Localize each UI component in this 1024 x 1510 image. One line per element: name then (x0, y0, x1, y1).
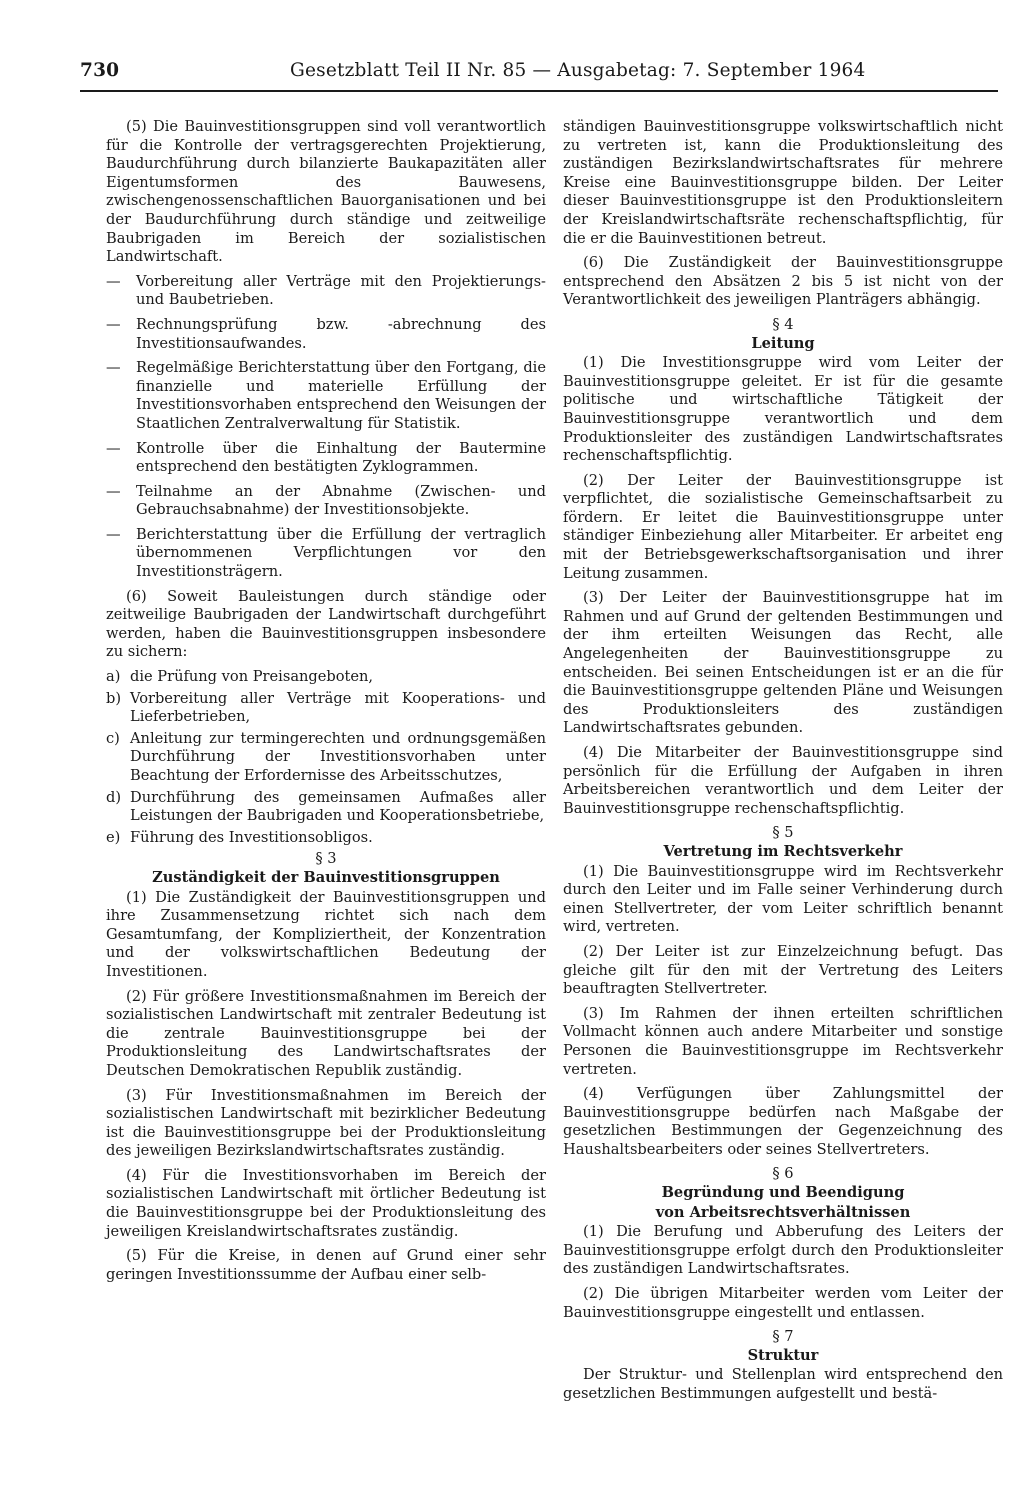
section-heading: Zuständigkeit der Bauinvestitionsgruppen (152, 868, 500, 886)
section-number: § 3 (315, 850, 337, 868)
section-number: § 6 (772, 1165, 794, 1183)
list-item: d) Durchführung des gemeinsamen Aufmaßes aller Leistungen der Baubrigaden und Kooperationsbetriebe, (106, 788, 546, 825)
gazette-title: Gesetzblatt Teil II Nr. 85 — Ausgabetag: 7. September 1964 (290, 60, 866, 81)
paragraph: (1) Die Bauinvestitionsgruppe wird im Rechtsverkehr durch den Leiter und im Falle seiner Verhinderung durch einen Stellvertreter, der vom Leiter schriftlich benannt wird, vertreten. (563, 862, 1003, 936)
section-heading: Leitung (751, 334, 815, 352)
paragraph: (1) Die Investitionsgruppe wird vom Leiter der Bauinvestitionsgruppe geleitet. Er ist für die gesamte politische und wirtschaftliche Tätigkeit der Bauinvestitionsgruppe verantwortlich und dem Produktionsleiter des zuständigen Landwirtschaftsrates rechenschaftspflichtig. (563, 354, 1003, 465)
right-column (563, 118, 1003, 1410)
paragraph: (2) Der Leiter ist zur Einzelzeichnung befugt. Das gleiche gilt für den mit der Vertretung des Leiters beauftragten Stellvertreter. (563, 942, 1003, 998)
paragraph: (3) Für Investitionsmaßnahmen im Bereich der sozialistischen Landwirtschaft mit bezirklicher Bedeutung ist die Bauinvestitionsgruppe bei der Produktionsleitung des jeweiligen Bezirkslandwirtschaftsrates zuständig. (106, 1086, 546, 1160)
paragraph: (4) Die Mitarbeiter der Bauinvestitionsgruppe sind persönlich für die Erfüllung der Aufgaben in ihren Arbeitsbereichen verantwortlich und dem Leiter der Bauinvestitionsgruppe rechenschaftspflichtig. (563, 744, 1003, 817)
dash-item: — Vorbereitung aller Verträge mit den Projektierungs- und Baubetrieben. (106, 272, 546, 309)
section-heading: Struktur (747, 1346, 819, 1364)
paragraph: (5) Für die Kreise, in denen auf Grund einer sehr geringen Investitionssumme der Aufbau einer selb- (106, 1247, 546, 1283)
section-heading-line-2: von Arbeitsrechtsverhältnissen (655, 1203, 911, 1221)
dash-item: — Teilnahme an der Abnahme (Zwischen- und Gebrauchsabnahme) der Investitionsobjekte. (106, 482, 546, 519)
paragraph: (1) Die Zuständigkeit der Bauinvestitionsgruppen und ihre Zusammensetzung richtet sich nach dem Gesamtumfang, der Kompliziertheit, der Konzentration und der volkswirtschaftlichen Bedeutung der Investitionen. (106, 888, 546, 980)
dash-item: — Regelmäßige Berichterstattung über den Fortgang, die finanzielle und materielle Erfüllung der Investitionsvorhaben entsprechend den Weisungen der Staatlichen Zentralverwaltung für Statistik. (106, 359, 546, 432)
paragraph: (2) Die übrigen Mitarbeiter werden vom Leiter der Bauinvestitionsgruppe eingestellt und entlassen. (563, 1285, 1003, 1321)
dash-item: — Berichterstattung über die Erfüllung der vertraglich übernommenen Verpflichtungen vor den Investitionsträgern. (106, 525, 546, 581)
dash-item: — Kontrolle über die Einhaltung der Bautermine entsprechend den bestätigten Zyklogrammen. (106, 439, 546, 476)
paragraph: Der Struktur- und Stellenplan wird entsprechend den gesetzlichen Bestimmungen aufgestellt und bestä- (563, 1366, 1003, 1402)
paragraph: (6) Die Zuständigkeit der Bauinvestitionsgruppe entsprechend den Absätzen 2 bis 5 ist nicht von der Verantwortlichkeit des jeweiligen Planträgers abhängig. (563, 254, 1003, 309)
paragraph: (3) Im Rahmen der ihnen erteilten schriftlichen Vollmacht können auch andere Mitarbeiter und sonstige Personen die Bauinvestitionsgruppe im Rechtsverkehr vertreten. (563, 1004, 1003, 1078)
paragraph: (2) Für größere Investitionsmaßnahmen im Bereich der sozialistischen Landwirtschaft mit zentraler Bedeutung ist die zentrale Bauinvestitionsgruppe bei der Produktionsleitung des Landwirtschaftsrates der Deutschen Demokratischen Republik zuständig. (106, 987, 546, 1079)
page-number: 730 (80, 60, 120, 81)
section-number: § 7 (772, 1328, 794, 1346)
page-header (80, 58, 998, 92)
section-number: § 4 (772, 315, 794, 333)
list-item: c) Anleitung zur termingerechten und ordnungsgemäßen Durchführung der Investitionsvorhaben unter Beachtung der Erfordernisse des Arbeitsschutzes, (106, 729, 546, 784)
left-column (106, 118, 546, 1290)
paragraph: (4) Verfügungen über Zahlungsmittel der Bauinvestitionsgruppe bedürfen nach Maßgabe der gesetzlichen Bestimmungen der Gegenzeichnung des Haushaltsbearbeiters oder seines Stellvertreters. (563, 1085, 1003, 1158)
paragraph: (3) Der Leiter der Bauinvestitionsgruppe hat im Rahmen und auf Grund der geltenden Bestimmungen und der ihm erteilten Weisungen das Recht, alle Angelegenheiten der Bauinvestitionsgruppe zu entscheiden. Bei seinen Entscheidungen ist er an die für die Bauinvestitionsgruppe geltenden Pläne und Weisungen des Produktionsleiters des zuständigen Landwirtschaftsrates gebunden. (563, 589, 1003, 737)
list-item: a) die Prüfung von Preisangeboten, (106, 668, 374, 686)
paragraph: (6) Soweit Bauleistungen durch ständige oder zeitweilige Baubrigaden der Landwirtschaft durchgeführt werden, haben die Bauinvestitionsgruppen insbesondere zu sichern: (106, 587, 546, 661)
list-item: b) Vorbereitung aller Verträge mit Kooperations- und Lieferbetrieben, (106, 689, 546, 726)
paragraph: (1) Die Berufung und Abberufung des Leiters der Bauinvestitionsgruppe erfolgt durch den Produktionsleiter des zuständigen Landwirtschaftsrates. (563, 1223, 1003, 1278)
paragraph: (2) Der Leiter der Bauinvestitionsgruppe ist verpflichtet, die sozialistische Gemeinschaftsarbeit zu fördern. Er leitet die Bauinvestitionsgruppe unter ständiger Einbeziehung aller Mitarbeiter. Er arbeitet eng mit der Betriebsgewerkschaftsorganisation und ihrer Leitung zusammen. (563, 471, 1003, 582)
section-heading: Vertretung im Rechtsverkehr (663, 842, 903, 860)
paragraph: (4) Für die Investitionsvorhaben im Bereich der sozialistischen Landwirtschaft mit örtlicher Bedeutung ist die Bauinvestitionsgruppe bei der Produktionsleitung des jeweiligen Kreislandwirtschaftsrates zuständig. (106, 1166, 546, 1240)
paragraph: ständigen Bauinvestitionsgruppe volkswirtschaftlich nicht zu vertreten ist, kann die Produktionsleitung des zuständigen Bezirkslandwirtschaftsrates für mehrere Kreise eine Bauinvestitionsgruppe bilden. Der Leiter dieser Bauinvestitionsgruppe ist den Produktionsleitern der Kreislandwirtschaftsräte rechenschaftspflichtig, für die er die Bauinvestitionen betreut. (563, 118, 1003, 247)
section-number: § 5 (772, 824, 794, 842)
dash-item: — Rechnungsprüfung bzw. -abrechnung des Investitionsaufwandes. (106, 315, 546, 352)
list-item: e) Führung des Investitionsobligos. (106, 828, 373, 846)
section-heading: Begründung und Beendigung (661, 1184, 905, 1202)
paragraph: (5) Die Bauinvestitionsgruppen sind voll verantwortlich für die Kontrolle der vertragsgerechten Projektierung, Baudurchführung durch bilanzierte Baukapazitäten aller Eigentumsformen des Bauwesens, zwischengenossenschaftlichen Bauorganisationen und bei der Baudurchführung durch ständige und zeitweilige Baubrigaden im Bereich der sozialistischen Landwirtschaft. (106, 118, 546, 266)
